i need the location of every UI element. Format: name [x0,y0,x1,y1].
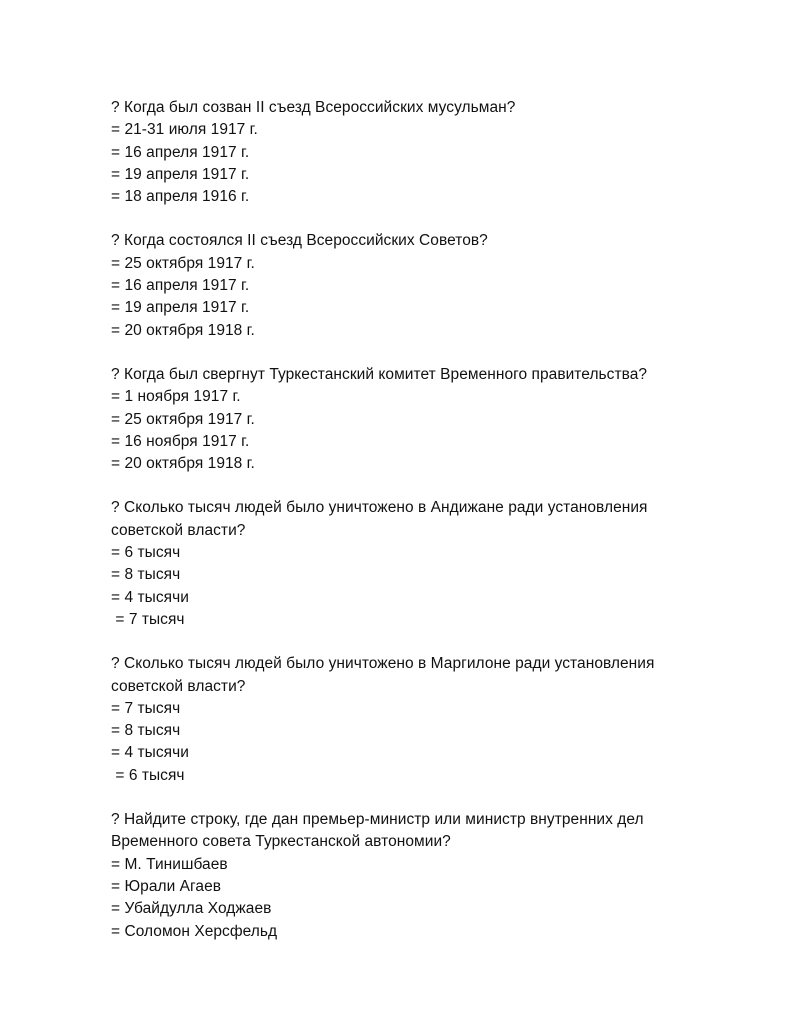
answer-option: = 21-31 июля 1917 г. [111,121,258,139]
answer-option: = 7 тысяч [111,699,181,717]
question-text-continuation: советской власти? [111,521,246,539]
question-text: ? Сколько тысяч людей было уничтожено в Андижане ради установления [111,499,648,517]
answer-option: = 19 апреля 1917 г. [111,165,250,183]
answer-option: = 8 тысяч [111,566,181,584]
document-content [111,97,731,965]
answer-option: = 18 апреля 1916 г. [111,188,250,206]
question-text: ? Когда был созван II съезд Всероссийских мусульман? [111,99,516,116]
answer-option: = 16 апреля 1917 г. [111,143,250,161]
answer-option: = 19 апреля 1917 г. [111,299,250,317]
question-text: ? Найдите строку, где дан премьер-министр или министр внутренних дел [111,811,644,829]
question-text: ? Когда состоялся II съезд Всероссийских Советов? [111,232,488,250]
answer-option: = Соломон Херсфельд [111,922,278,940]
question-block [111,230,731,341]
answer-option: = Убайдулла Ходжаев [111,900,272,918]
question-block [111,97,731,208]
answer-option: = 7 тысяч [111,610,185,628]
answer-option: = 4 тысячи [111,588,189,606]
answer-option: = 4 тысячи [111,744,189,762]
question-block [111,364,731,475]
answer-option: = 16 апреля 1917 г. [111,277,250,295]
question-block [111,497,731,631]
answer-option: = 20 октября 1918 г. [111,321,255,339]
question-text: ? Когда был свергнут Туркестанский комитет Временного правительства? [111,365,648,383]
question-text: ? Сколько тысяч людей было уничтожено в Маргилоне ради установления [111,655,655,673]
answer-option: = Юрали Агаев [111,877,222,895]
answer-option: = 20 октября 1918 г. [111,455,255,473]
question-block [111,653,731,787]
answer-option: = 16 ноября 1917 г. [111,432,250,450]
answer-option: = 25 октября 1917 г. [111,254,255,272]
answer-option: = 1 ноября 1917 г. [111,388,241,406]
question-text-continuation: Временного совета Туркестанской автономии? [111,833,451,851]
answer-option: = 6 тысяч [111,766,185,784]
answer-option: = 6 тысяч [111,544,181,562]
answer-option: = М. Тинишбаев [111,855,228,873]
question-text-continuation: советской власти? [111,677,246,695]
question-block [111,809,731,943]
answer-option: = 25 октября 1917 г. [111,410,255,428]
answer-option: = 8 тысяч [111,722,181,740]
